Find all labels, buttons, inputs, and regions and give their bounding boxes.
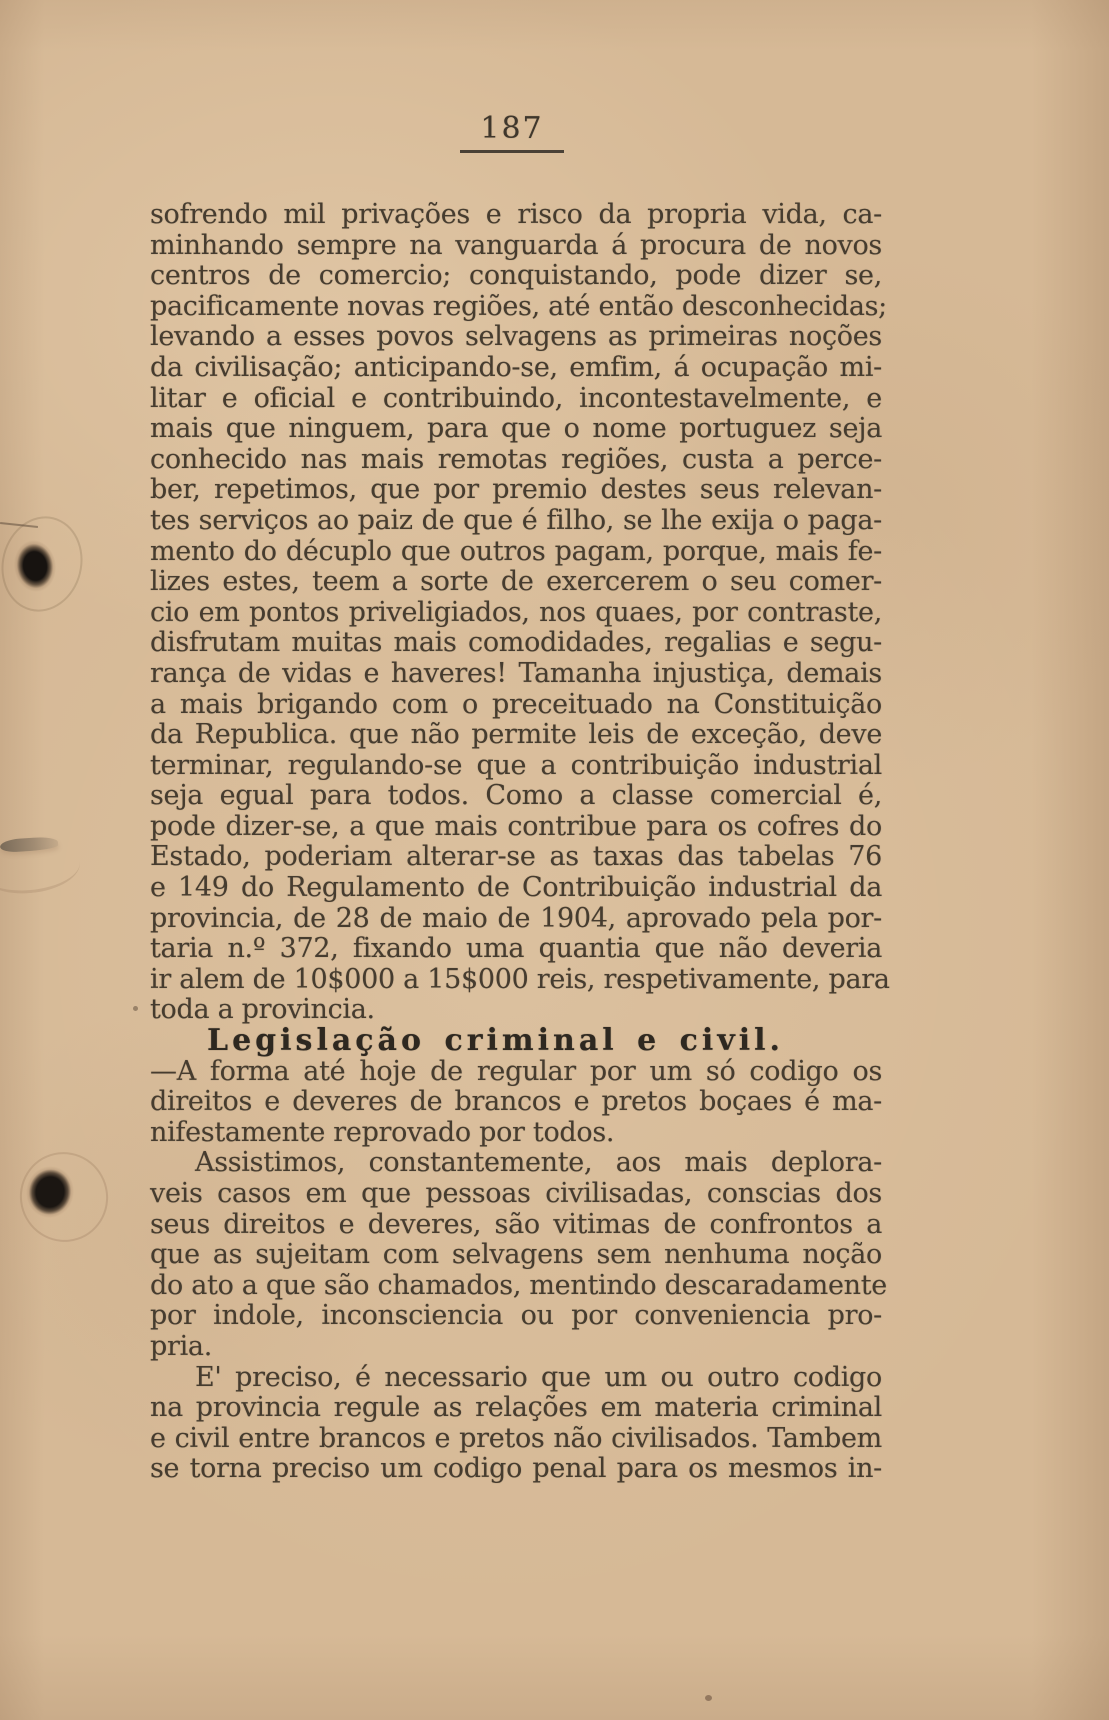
text-line: e civil entre brancos e pretos não civilisados. Tambem	[150, 1422, 882, 1454]
text-line: toda a provincia.	[150, 994, 375, 1026]
text-line: rança de vidas e haveres! Tamanha injustiça, demais	[150, 657, 882, 689]
text-line: do ato a que são chamados, mentindo descaradamente	[150, 1269, 887, 1301]
text-line: veis casos em que pessoas civilisadas, conscias dos	[150, 1178, 882, 1209]
text-line: ir alem de 10$000 a 15$000 reis, respetivamente, para	[150, 963, 890, 995]
text-line: pria.	[150, 1330, 213, 1362]
text-line: pode dizer-se, a que mais contribue para os cofres do	[150, 810, 882, 842]
text-line: da civilisação; anticipando-se, emfim, á ocupação mi-	[150, 351, 882, 383]
text-line: minhando sempre na vanguarda á procura de novos	[150, 229, 882, 261]
text-line: litar e oficial e contribuindo, incontestavelmente, e	[150, 382, 882, 414]
text-line: levando a esses povos selvagens as primeiras noções	[150, 321, 882, 353]
text-line: Assistimos, constantemente, aos mais deplora-	[195, 1147, 882, 1179]
paper-speck	[133, 1006, 138, 1011]
text-line: pacificamente novas regiões, até então desconhecidas;	[150, 290, 887, 322]
page-number-text: 187	[480, 111, 544, 146]
text-line: seja egual para todos. Como a classe comercial é,	[150, 780, 882, 812]
text-line: Estado, poderiam alterar-se as taxas das tabelas 76	[150, 841, 882, 873]
text-line: que as sujeitam com selvagens sem nenhuma noção	[150, 1239, 882, 1271]
text-line: cio em pontos priveligiados, nos quaes, por contraste,	[150, 596, 882, 628]
text-line: conhecido nas mais remotas regiões, custa a perce-	[150, 443, 882, 475]
text-line: ber, repetimos, que por premio destes seus relevan-	[150, 474, 882, 506]
text-line: centros de comercio; conquistando, pode dizer se,	[150, 260, 882, 292]
text-line: nifestamente reprovado por todos.	[150, 1116, 615, 1148]
text-line: sofrendo mil privações e risco da propria vida, ca-	[150, 199, 882, 230]
text-line: E' preciso, é necessario que um ou outro codigo	[195, 1361, 882, 1393]
text-line: e 149 do Regulamento de Contribuição industrial da	[150, 872, 882, 904]
text-line: se torna preciso um codigo penal para os mesmos in-	[150, 1453, 882, 1485]
text-line: taria n.º 372, fixando uma quantia que não deveria	[150, 933, 882, 965]
text-line: seus direitos e deveres, são vitimas de confrontos a	[150, 1208, 882, 1240]
text-line: mento do décuplo que outros pagam, porque, mais fe-	[150, 535, 882, 567]
ink-smudge-arc	[0, 837, 82, 898]
text-line: na provincia regule as relações em materia criminal	[150, 1392, 882, 1424]
text-line: da Republica. que não permite leis de exceção, deve	[150, 719, 882, 751]
paper-speck	[705, 1695, 712, 1701]
text-line: —A forma até hoje de regular por um só codigo os	[150, 1055, 882, 1087]
text-line: Legislação criminal e civil.	[207, 1023, 784, 1059]
page-number	[460, 112, 564, 153]
text-line: por indole, inconsciencia ou por conveniencia pro-	[150, 1300, 882, 1332]
text-line: mais que ninguem, para que o nome portuguez seja	[150, 413, 882, 445]
text-line: lizes estes, teem a sorte de exercerem o seu comer-	[150, 566, 882, 598]
text-line: provincia, de 28 de maio de 1904, aprovado pela por-	[150, 902, 882, 934]
text-line: terminar, regulando-se que a contribuição industrial	[150, 749, 882, 781]
page-text-block	[150, 199, 890, 1485]
text-line: disfrutam muitas mais comodidades, regalias e segu-	[150, 627, 882, 659]
text-line: a mais brigando com o preceituado na Constituição	[150, 688, 882, 720]
text-line: direitos e deveres de brancos e pretos boçaes é ma-	[150, 1086, 882, 1118]
text-line: tes serviços ao paiz de que é filho, se lhe exija o paga-	[150, 504, 882, 536]
